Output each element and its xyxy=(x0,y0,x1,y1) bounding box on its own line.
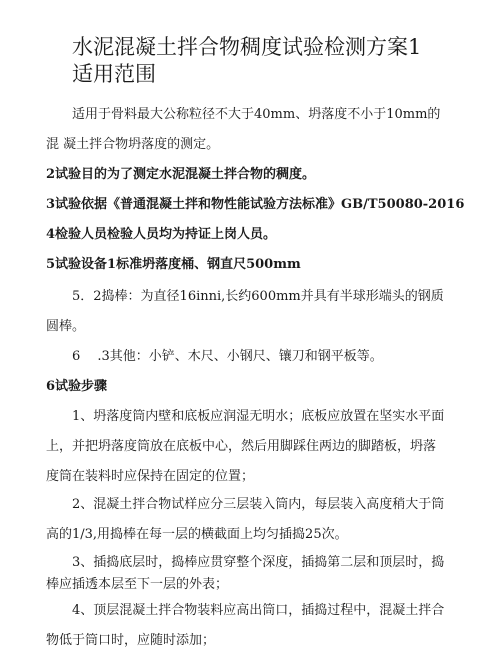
paragraph-personnel: 4检验人员检验人员均为持证上岗人员。 xyxy=(46,227,277,242)
paragraph-tamping-rod: 5．2捣棒：为直径16inni,长约600mm并具有半球形端头的钢质 圆棒。 xyxy=(46,289,444,334)
paragraph-scope: 适用于骨料最大公称粒径不大于40mm、坍落度不小于10mm的混 凝土拌合物坍落度的测定。 xyxy=(46,107,441,152)
step-2: 2、混凝土拌合物试样应分三层装入筒内，每层装入高度稍大于筒高的1/3,用捣棒在每一层的横截面上均匀插捣25次。 xyxy=(46,497,445,542)
paragraph-basis: 3试验依据《普通混凝土拌和物性能试验方法标准》GB/T50080-2016 xyxy=(46,197,465,212)
step-4: 4、顶层混凝土拌合物装料应高出筒口，插捣过程中，混凝土拌合物低于筒口时，应随时添加； xyxy=(46,603,445,648)
step-3: 3、插捣底层时，捣棒应贯穿整个深度，插捣第二层和顶层时，捣棒应插透本层至下一层的外表； xyxy=(46,555,445,592)
paragraph-other-tools: 6 .3其他：小铲、木尺、小钢尺、镶刀和钢平板等。 xyxy=(72,349,383,364)
section-heading-steps: 6试验步骤 xyxy=(46,379,108,394)
step-1: 1、坍落度筒内壁和底板应润湿无明水；底板应放置在坚实水平面上，并把坍落度筒放在底板中心，然后用脚踩住两边的脚踏板，坍落度筒在装料时应保持在固定的位置； xyxy=(46,409,445,484)
paragraph-purpose: 2试验目的为了测定水泥混凝土拌合物的稠度。 xyxy=(46,167,316,182)
page-title: 水泥混凝土拌合物稠度试验检测方案1适用范围 xyxy=(72,35,422,86)
paragraph-equipment: 5试验设备1标准坍落度桶、钢直尺500mm xyxy=(46,257,301,272)
